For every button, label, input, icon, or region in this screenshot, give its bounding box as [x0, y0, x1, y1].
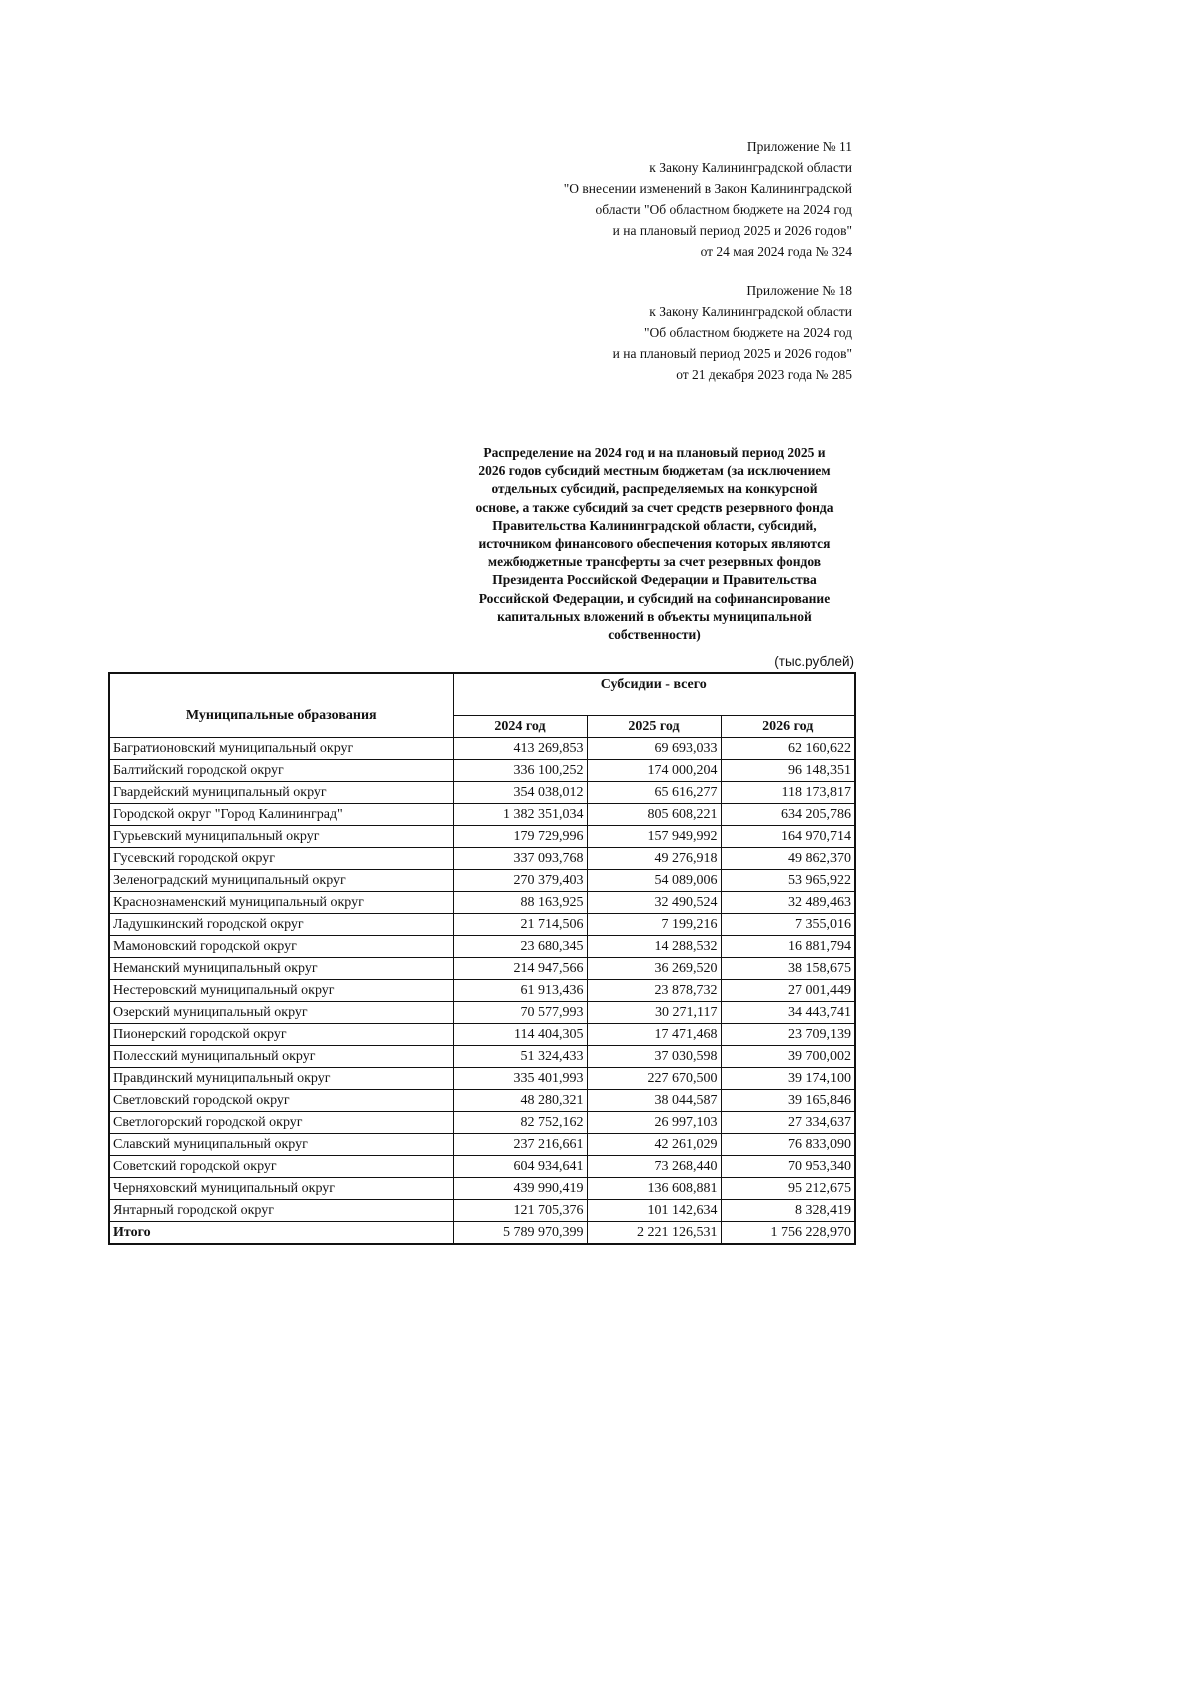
annex-18-line: "Об областном бюджете на 2024 год — [644, 325, 852, 340]
table-row — [109, 958, 855, 980]
value-2025: 54 089,006 — [587, 870, 721, 892]
table-row — [109, 1134, 855, 1156]
value-2024: 82 752,162 — [453, 1112, 587, 1134]
value-2026: 49 862,370 — [721, 848, 855, 870]
column-header-municipalities: Муниципальные образования — [109, 673, 453, 738]
municipality-name: Краснознаменский муниципальный округ — [109, 892, 453, 914]
municipality-name: Светловский городской округ — [109, 1090, 453, 1112]
municipality-name: Багратионовский муниципальный округ — [109, 738, 453, 760]
municipality-name: Ладушкинский городской округ — [109, 914, 453, 936]
annex-11-line: и на плановый период 2025 и 2026 годов" — [612, 223, 852, 238]
municipality-name: Советский городской округ — [109, 1156, 453, 1178]
value-2024: 51 324,433 — [453, 1046, 587, 1068]
title-line: Распределение на 2024 год и на плановый период 2025 и — [483, 445, 826, 460]
table-row — [109, 892, 855, 914]
value-2026: 16 881,794 — [721, 936, 855, 958]
table-row — [109, 1178, 855, 1200]
municipality-name: Неманский муниципальный округ — [109, 958, 453, 980]
annex-18-line: и на плановый период 2025 и 2026 годов" — [612, 346, 852, 361]
value-2025: 42 261,029 — [587, 1134, 721, 1156]
value-2025: 101 142,634 — [587, 1200, 721, 1222]
table-row — [109, 848, 855, 870]
value-2026: 27 334,637 — [721, 1112, 855, 1134]
annex-18-header — [613, 280, 852, 385]
table-row — [109, 738, 855, 760]
value-2026: 32 489,463 — [721, 892, 855, 914]
title-line: 2026 годов субсидий местным бюджетам (за исключением — [478, 463, 831, 479]
value-2026: 39 700,002 — [721, 1046, 855, 1068]
value-2025: 26 997,103 — [587, 1112, 721, 1134]
municipality-name: Гурьевский муниципальный округ — [109, 826, 453, 848]
value-2024: 1 382 351,034 — [453, 804, 587, 826]
value-2026: 118 173,817 — [721, 782, 855, 804]
value-2025: 7 199,216 — [587, 914, 721, 936]
value-2025: 174 000,204 — [587, 760, 721, 782]
table-row — [109, 1112, 855, 1134]
value-2025: 30 271,117 — [587, 1002, 721, 1024]
value-2025: 49 276,918 — [587, 848, 721, 870]
document-title — [452, 444, 857, 644]
table-row — [109, 1068, 855, 1090]
municipality-name: Пионерский городской округ — [109, 1024, 453, 1046]
municipality-name: Городской округ "Город Калининград" — [109, 804, 453, 826]
municipality-name: Правдинский муниципальный округ — [109, 1068, 453, 1090]
municipality-name: Янтарный городской округ — [109, 1200, 453, 1222]
value-2024: 335 401,993 — [453, 1068, 587, 1090]
value-2024: 114 404,305 — [453, 1024, 587, 1046]
value-2026: 39 165,846 — [721, 1090, 855, 1112]
municipality-name: Мамоновский городской округ — [109, 936, 453, 958]
annex-18-line: Приложение № 18 — [746, 283, 852, 298]
title-line: Российской Федерации, и субсидий на софинансирование — [478, 590, 831, 606]
value-2025: 805 608,221 — [587, 804, 721, 826]
units-label: (тыс.рублей) — [774, 654, 854, 669]
table-row — [109, 1090, 855, 1112]
title-line: отдельных субсидий, распределяемых на конкурсной — [491, 481, 818, 497]
value-2024: 121 705,376 — [453, 1200, 587, 1222]
municipality-name: Озерский муниципальный округ — [109, 1002, 453, 1024]
value-2026: 70 953,340 — [721, 1156, 855, 1178]
total-2026: 1 756 228,970 — [721, 1222, 855, 1245]
value-2024: 336 100,252 — [453, 760, 587, 782]
value-2025: 37 030,598 — [587, 1046, 721, 1068]
annex-11-line: от 24 мая 2024 года № 324 — [700, 244, 852, 259]
value-2025: 73 268,440 — [587, 1156, 721, 1178]
title-line: основе, а также субсидий за счет средств резервного фонда — [475, 499, 834, 515]
value-2026: 39 174,100 — [721, 1068, 855, 1090]
value-2024: 413 269,853 — [453, 738, 587, 760]
value-2026: 164 970,714 — [721, 826, 855, 848]
value-2025: 32 490,524 — [587, 892, 721, 914]
municipality-name: Зеленоградский муниципальный округ — [109, 870, 453, 892]
value-2026: 27 001,449 — [721, 980, 855, 1002]
table-row — [109, 782, 855, 804]
table-row — [109, 1002, 855, 1024]
value-2025: 14 288,532 — [587, 936, 721, 958]
value-2026: 96 148,351 — [721, 760, 855, 782]
title-line: капитальных вложений в объекты муниципальной — [497, 608, 812, 624]
value-2026: 34 443,741 — [721, 1002, 855, 1024]
annex-11-line: к Закону Калининградской области — [649, 160, 852, 175]
table-row — [109, 804, 855, 826]
value-2024: 337 093,768 — [453, 848, 587, 870]
annex-11-header — [564, 136, 852, 262]
title-line: Правительства Калининградской области, субсидий, — [492, 517, 817, 533]
value-2024: 23 680,345 — [453, 936, 587, 958]
value-2026: 62 160,622 — [721, 738, 855, 760]
value-2025: 227 670,500 — [587, 1068, 721, 1090]
table-row — [109, 870, 855, 892]
title-line: Президента Российской Федерации и Правительства — [492, 572, 817, 588]
municipality-name: Нестеровский муниципальный округ — [109, 980, 453, 1002]
municipality-name: Полесский муниципальный округ — [109, 1046, 453, 1068]
value-2026: 7 355,016 — [721, 914, 855, 936]
title-line: межбюджетные трансферты за счет резервных фондов — [487, 554, 822, 570]
table-row — [109, 1200, 855, 1222]
total-label: Итого — [109, 1222, 453, 1245]
annex-18-line: к Закону Калининградской области — [649, 304, 852, 319]
value-2024: 179 729,996 — [453, 826, 587, 848]
value-2024: 237 216,661 — [453, 1134, 587, 1156]
value-2024: 21 714,506 — [453, 914, 587, 936]
annex-11-line: Приложение № 11 — [746, 139, 852, 154]
municipality-name: Балтийский городской округ — [109, 760, 453, 782]
value-2026: 53 965,922 — [721, 870, 855, 892]
column-header-subsidies-total: Субсидии - всего — [453, 673, 855, 716]
column-header-year: 2025 год — [587, 716, 721, 738]
table-row — [109, 936, 855, 958]
value-2025: 23 878,732 — [587, 980, 721, 1002]
value-2025: 157 949,992 — [587, 826, 721, 848]
municipality-name: Светлогорский городской округ — [109, 1112, 453, 1134]
table-row — [109, 914, 855, 936]
total-2024: 5 789 970,399 — [453, 1222, 587, 1245]
value-2025: 36 269,520 — [587, 958, 721, 980]
value-2024: 214 947,566 — [453, 958, 587, 980]
value-2026: 76 833,090 — [721, 1134, 855, 1156]
value-2024: 70 577,993 — [453, 1002, 587, 1024]
subsidies-table — [108, 672, 856, 1245]
table-row — [109, 1024, 855, 1046]
value-2025: 136 608,881 — [587, 1178, 721, 1200]
value-2025: 17 471,468 — [587, 1024, 721, 1046]
column-header-year: 2024 год — [453, 716, 587, 738]
municipality-name: Гусевский городской округ — [109, 848, 453, 870]
value-2026: 8 328,419 — [721, 1200, 855, 1222]
value-2026: 38 158,675 — [721, 958, 855, 980]
value-2026: 95 212,675 — [721, 1178, 855, 1200]
annex-18-line: от 21 декабря 2023 года № 285 — [676, 367, 852, 382]
annex-11-line: "О внесении изменений в Закон Калининградской — [563, 181, 852, 196]
value-2025: 38 044,587 — [587, 1090, 721, 1112]
table-body — [109, 738, 855, 1245]
table-row — [109, 760, 855, 782]
table-row — [109, 826, 855, 848]
municipality-name: Гвардейский муниципальный округ — [109, 782, 453, 804]
table-row — [109, 1156, 855, 1178]
value-2024: 439 990,419 — [453, 1178, 587, 1200]
municipality-name: Черняховский муниципальный округ — [109, 1178, 453, 1200]
title-line: источником финансового обеспечения которых являются — [478, 536, 831, 552]
total-2025: 2 221 126,531 — [587, 1222, 721, 1245]
value-2026: 634 205,786 — [721, 804, 855, 826]
value-2025: 69 693,033 — [587, 738, 721, 760]
municipality-name: Славский муниципальный округ — [109, 1134, 453, 1156]
value-2024: 48 280,321 — [453, 1090, 587, 1112]
title-line: собственности) — [608, 627, 701, 643]
column-header-year: 2026 год — [721, 716, 855, 738]
value-2024: 270 379,403 — [453, 870, 587, 892]
annex-11-line: области "Об областном бюджете на 2024 год — [595, 202, 852, 217]
value-2026: 23 709,139 — [721, 1024, 855, 1046]
value-2024: 354 038,012 — [453, 782, 587, 804]
table-row — [109, 980, 855, 1002]
value-2025: 65 616,277 — [587, 782, 721, 804]
table-row — [109, 1046, 855, 1068]
total-row — [109, 1222, 855, 1245]
value-2024: 61 913,436 — [453, 980, 587, 1002]
value-2024: 604 934,641 — [453, 1156, 587, 1178]
value-2024: 88 163,925 — [453, 892, 587, 914]
